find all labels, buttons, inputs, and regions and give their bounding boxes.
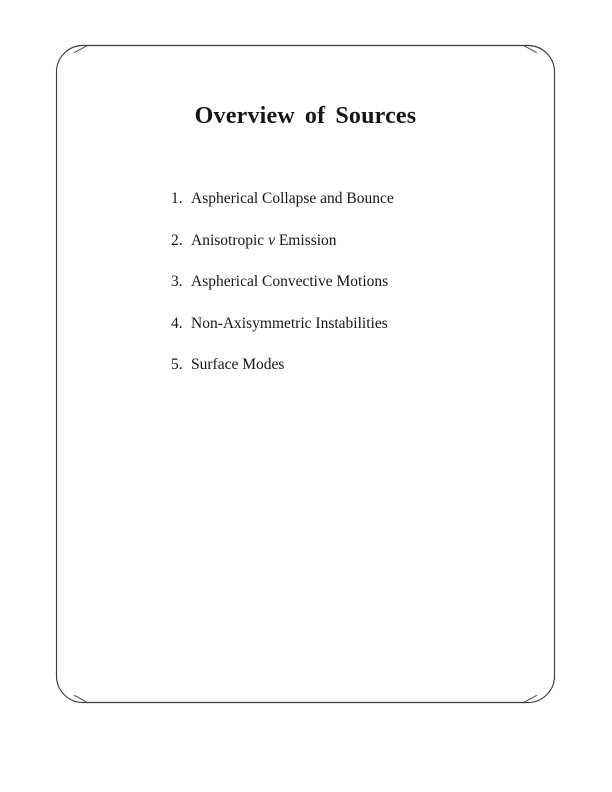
frame-corner-arc-horns [75,45,537,703]
item-label [191,355,284,374]
item-label [191,272,388,291]
item-number: 3. [171,273,183,290]
list-item [171,355,394,374]
label-text: Non-Axisymmetric Instabilities [191,314,388,332]
item-label [191,231,337,250]
label-text: Emission [274,231,337,249]
item-label [191,314,388,333]
nu-symbol: ν [268,231,275,249]
list-item [171,272,394,291]
label-text: Surface Modes [191,356,285,373]
frame-border-path [57,46,555,703]
label-text: Aspherical Convective Motions [191,273,389,290]
list-item [171,231,394,250]
list-item [171,189,394,208]
item-number: 4. [171,314,183,332]
slide-title: Overview of Sources [194,103,417,129]
label-text: Aspherical Collapse and Bounce [191,190,394,207]
item-label [191,189,394,208]
item-number: 1. [171,190,183,207]
list-item [171,314,394,333]
item-number: 5. [171,356,183,373]
topic-list [171,189,394,374]
label-text: Anisotropic [191,231,269,249]
item-number: 2. [171,231,183,249]
